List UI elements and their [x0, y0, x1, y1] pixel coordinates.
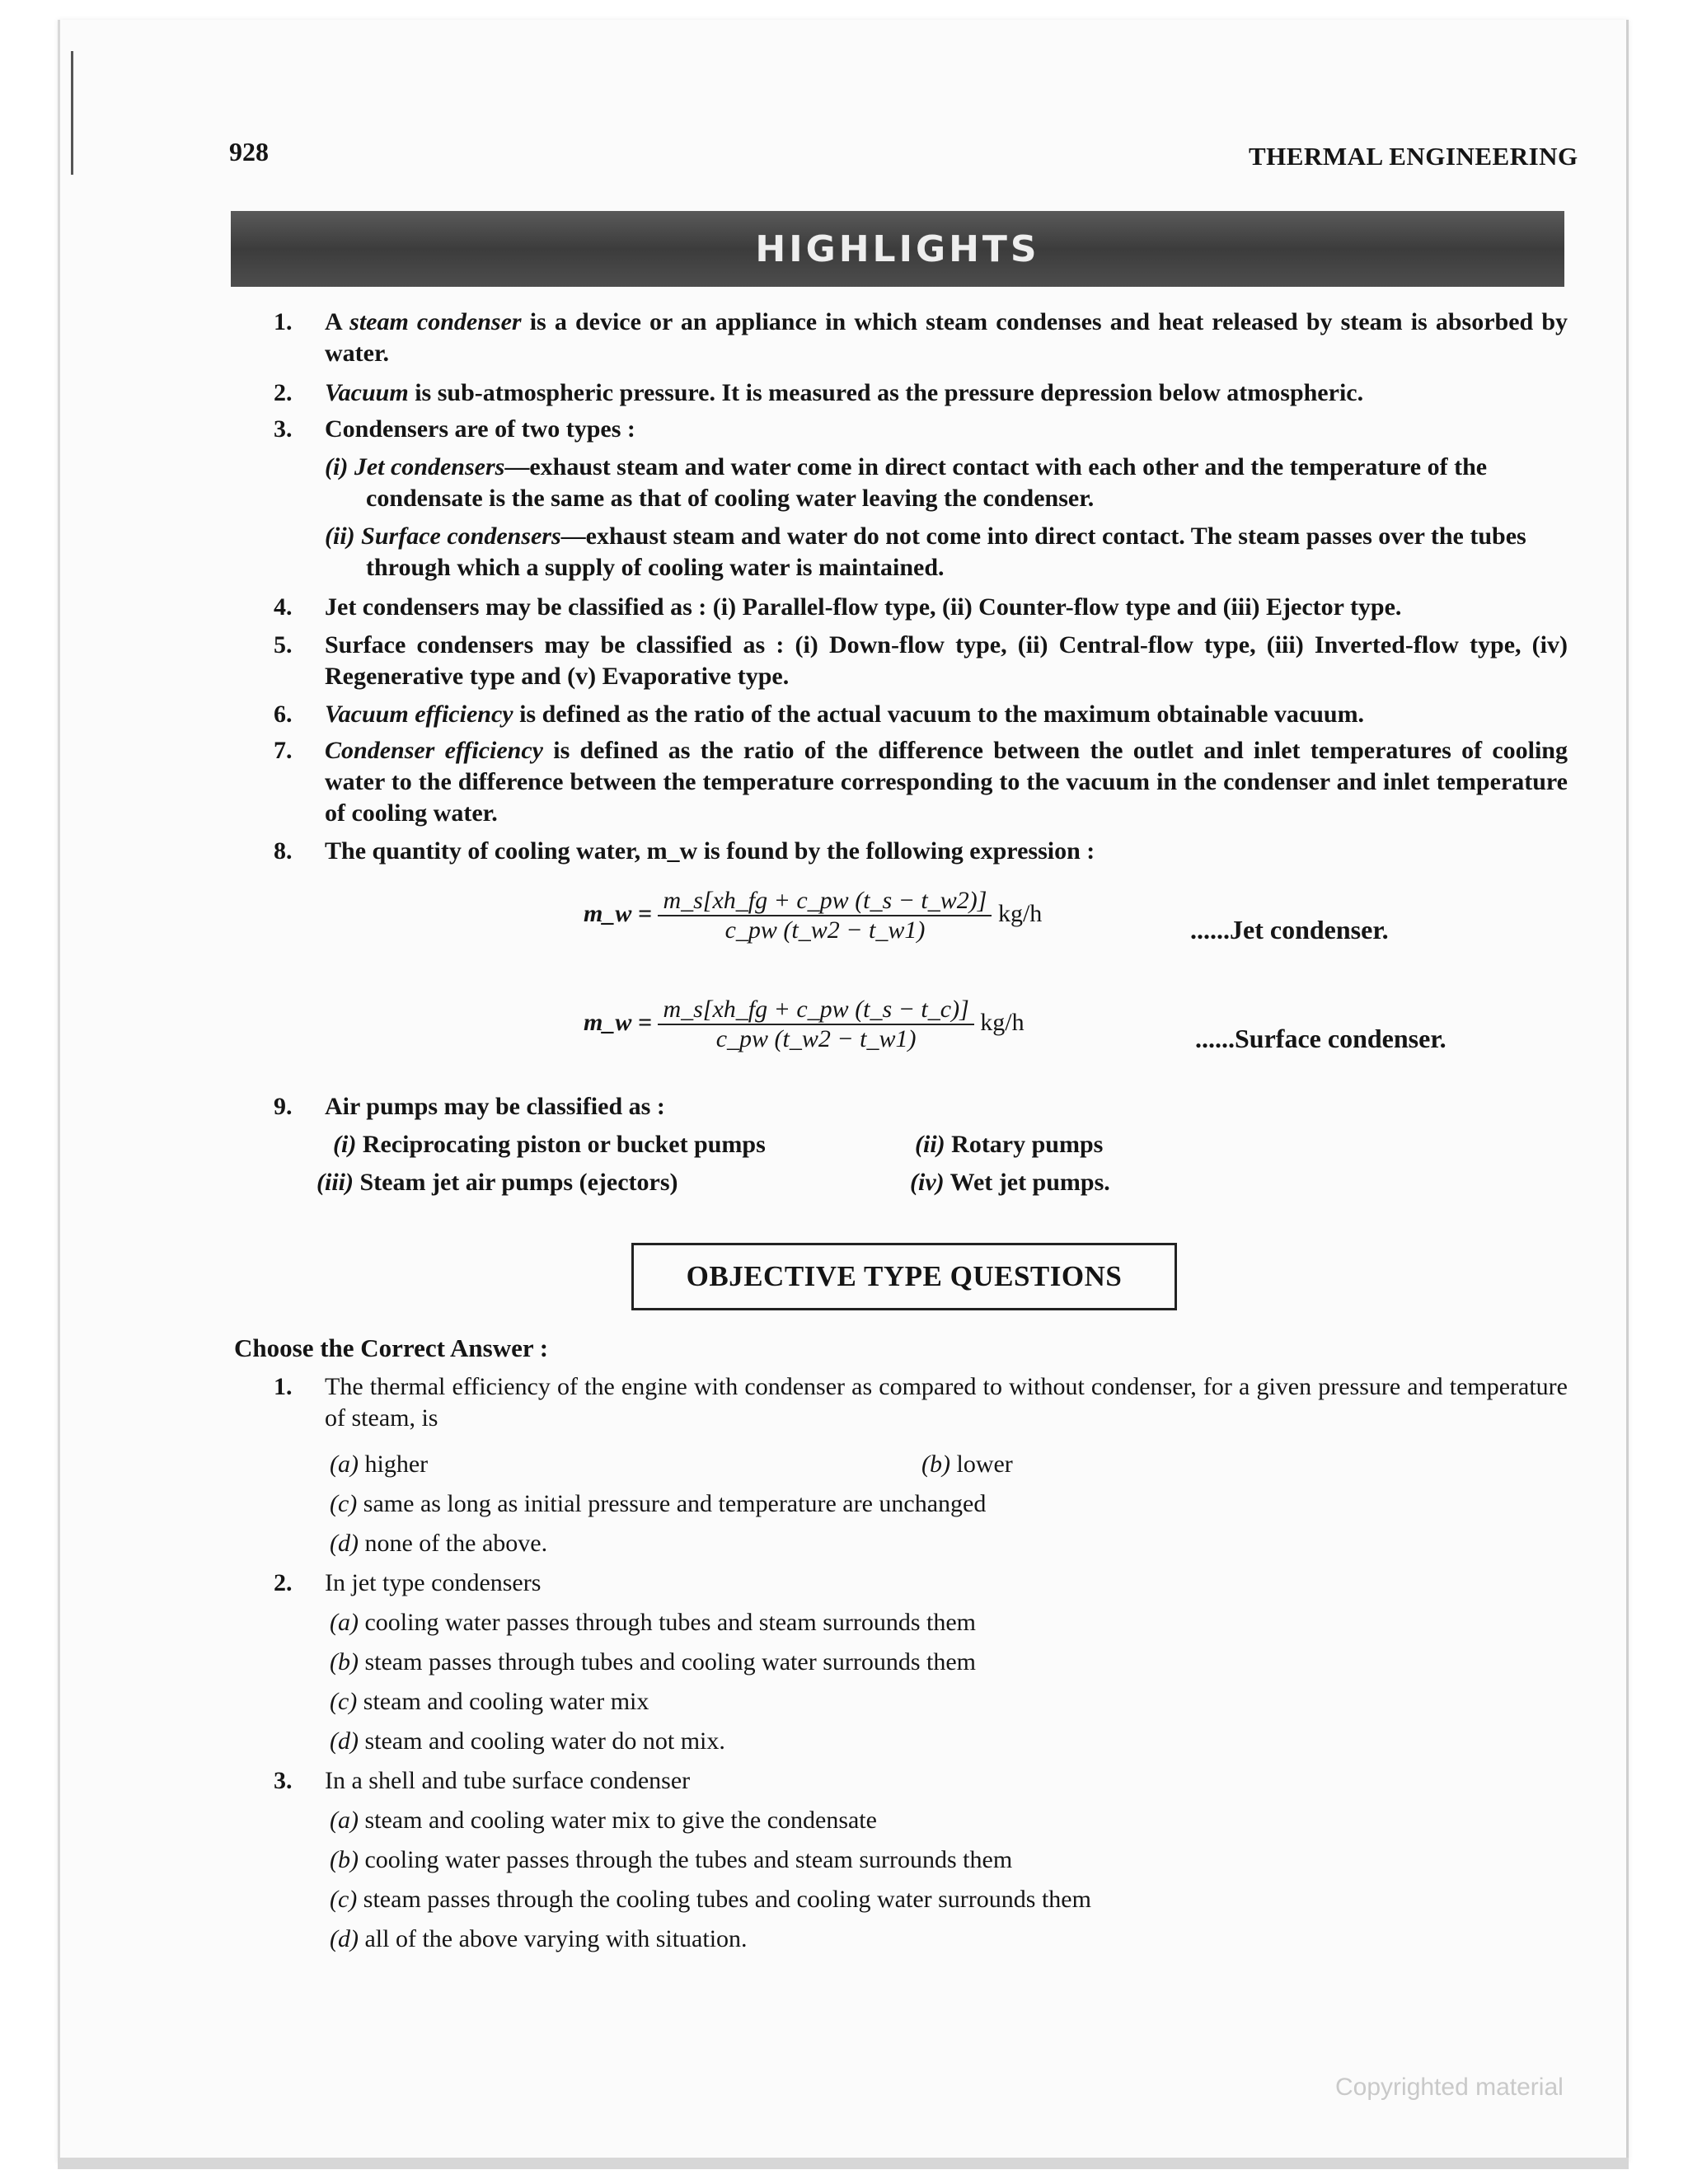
- highlight-number: 4.: [274, 593, 293, 621]
- copyright-watermark: Copyrighted material: [1335, 2074, 1564, 2101]
- highlight-text: Condensers are of two types :: [325, 415, 635, 443]
- answer-option: (b) cooling water passes through the tubes and steam surrounds them: [330, 1846, 1013, 1873]
- highlight-item: [274, 630, 1568, 692]
- highlight-item: [274, 735, 1568, 829]
- roman-numeral: (i): [325, 453, 349, 480]
- jet-condenser-label: ......Jet condenser.: [1190, 915, 1389, 944]
- choose-heading: Choose the Correct Answer :: [234, 1333, 549, 1362]
- answer-option: (b) lower: [921, 1451, 1013, 1478]
- highlight-number: 5.: [274, 631, 293, 658]
- air-pump-option: (i) Reciprocating piston or bucket pumps: [333, 1131, 766, 1158]
- highlight-item: [274, 592, 1568, 623]
- condenser-type-item: [325, 452, 1568, 514]
- highlight-item: [274, 307, 1568, 369]
- highlight-number: 2.: [274, 379, 293, 406]
- question-text: In jet type condensers: [325, 1569, 542, 1596]
- highlight-number: 1.: [274, 308, 293, 335]
- answer-option: (a) higher: [330, 1451, 429, 1478]
- answer-option: (a) cooling water passes through tubes and steam surrounds them: [330, 1609, 977, 1636]
- highlights-title: HIGHLIGHTS: [755, 227, 1040, 270]
- highlight-text: Vacuum is sub-atmospheric pressure. It is measured as the pressure depression below atmospheric.: [325, 379, 1364, 406]
- term-description: —exhaust steam and water come in direct contact with each other and the temperature of the condensate is the same as that of cooling water leaving the condenser.: [366, 453, 1488, 512]
- highlight-number: 9.: [274, 1093, 293, 1120]
- scan-edge: [58, 2158, 1629, 2169]
- air-pump-option: (iv) Wet jet pumps.: [910, 1169, 1110, 1196]
- highlight-number: 7.: [274, 737, 293, 764]
- question: [274, 1371, 1568, 1434]
- page-number: 928: [229, 137, 269, 166]
- answer-option: (d) steam and cooling water do not mix.: [330, 1727, 725, 1755]
- question-number: 1.: [274, 1373, 293, 1400]
- formula-numerator: m_s[xh_fg + c_pw (t_s − t_c)]: [658, 996, 973, 1025]
- jet-condenser-formula: [584, 887, 1042, 944]
- highlight-number: 8.: [274, 837, 293, 865]
- highlight-text: Surface condensers may be classified as : (i) Down-flow type, (ii) Central-flow type, (iii) Inverted-flow type, (iv) Regenerative type and (v) Evaporative type.: [325, 631, 1568, 690]
- air-pump-option: (ii) Rotary pumps: [915, 1131, 1104, 1158]
- formula-denominator: c_pw (t_w2 − t_w1): [724, 916, 926, 944]
- highlight-item: [274, 414, 1568, 445]
- margin-mark: [71, 51, 73, 175]
- roman-numeral: (ii): [325, 523, 355, 550]
- highlight-number: 3.: [274, 415, 293, 443]
- highlight-text: Air pumps may be classified as :: [325, 1093, 665, 1120]
- highlight-item: [274, 1091, 1568, 1122]
- term: Surface condensers: [361, 523, 561, 550]
- highlight-text: Condenser efficiency is defined as the ratio of the difference between the outlet and inlet temperatures of cooling water to the difference between the temperature corresponding to the vacuum in the condenser and inlet temperature of cooling water.: [325, 737, 1568, 827]
- highlight-item: [274, 699, 1568, 730]
- formula-unit: kg/h: [980, 1008, 1025, 1036]
- answer-option: (c) same as long as initial pressure and temperature are unchanged: [330, 1490, 987, 1517]
- formula-lhs: m_w =: [584, 899, 652, 927]
- formula-numerator: m_s[xh_fg + c_pw (t_s − t_w2)]: [658, 887, 992, 916]
- highlight-text: Vacuum efficiency is defined as the ratio of the actual vacuum to the maximum obtainable vacuum.: [325, 701, 1365, 728]
- formula-unit: kg/h: [997, 899, 1043, 927]
- highlight-number: 6.: [274, 701, 293, 728]
- formula-fraction: [658, 887, 992, 944]
- highlight-item: [274, 377, 1568, 409]
- answer-option: (a) steam and cooling water mix to give the condensate: [330, 1807, 877, 1834]
- answer-option: (c) steam and cooling water mix: [330, 1688, 649, 1715]
- objective-title: OBJECTIVE TYPE QUESTIONS: [686, 1260, 1123, 1292]
- answer-option: (d) none of the above.: [330, 1530, 548, 1557]
- question: [274, 1765, 1568, 1797]
- term: Jet condensers: [354, 453, 505, 480]
- term-description: —exhaust steam and water do not come into direct contact. The steam passes over the tubes through which a supply of cooling water is maintained.: [366, 523, 1526, 581]
- answer-option: (c) steam passes through the cooling tubes and cooling water surrounds them: [330, 1886, 1091, 1913]
- question: [274, 1568, 1568, 1599]
- highlight-text: Jet condensers may be classified as : (i) Parallel-flow type, (ii) Counter-flow type and (iii) Ejector type.: [325, 593, 1402, 621]
- question-text: The thermal efficiency of the engine with condenser as compared to without condenser, for a given pressure and temperature of steam, is: [325, 1373, 1568, 1432]
- highlights-banner: [231, 211, 1564, 287]
- question-number: 3.: [274, 1767, 293, 1794]
- running-head: THERMAL ENGINEERING: [1249, 142, 1578, 171]
- surface-condenser-label: ......Surface condenser.: [1195, 1024, 1447, 1053]
- formula-lhs: m_w =: [584, 1008, 652, 1036]
- condenser-type-item: [325, 521, 1568, 583]
- objective-questions-box: [631, 1243, 1177, 1310]
- air-pump-option: (iii) Steam jet air pumps (ejectors): [316, 1169, 678, 1196]
- formula-denominator: c_pw (t_w2 − t_w1): [715, 1025, 917, 1052]
- question-number: 2.: [274, 1569, 293, 1596]
- formula-fraction: [658, 996, 973, 1053]
- surface-condenser-formula: [584, 996, 1025, 1053]
- highlight-text: The quantity of cooling water, m_w is found by the following expression :: [325, 837, 1095, 865]
- question-text: In a shell and tube surface condenser: [325, 1767, 691, 1794]
- answer-option: (b) steam passes through tubes and cooling water surrounds them: [330, 1648, 977, 1675]
- answer-option: (d) all of the above varying with situation.: [330, 1925, 748, 1952]
- highlight-item: [274, 836, 1568, 867]
- highlight-text: A steam condenser is a device or an appliance in which steam condenses and heat released by steam is absorbed by water.: [325, 308, 1568, 367]
